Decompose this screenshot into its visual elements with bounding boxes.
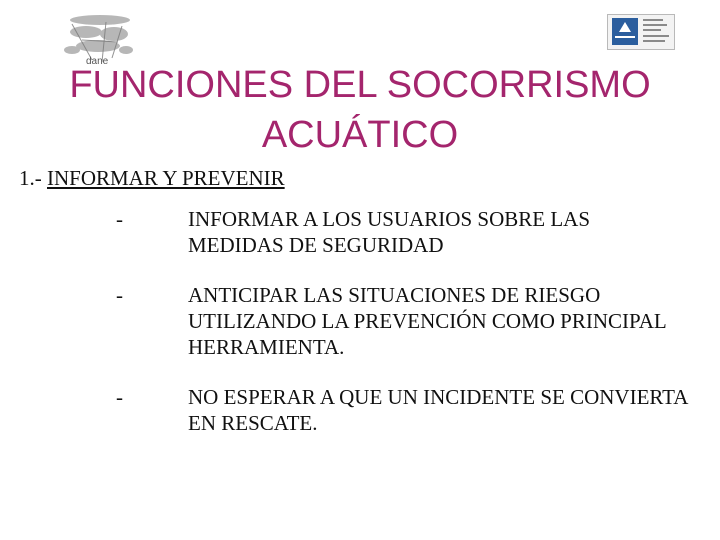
- logo-caption: dane: [86, 56, 109, 67]
- list-bullet: -: [116, 385, 123, 409]
- list-bullet: -: [116, 207, 123, 231]
- slide-title-line-1: FUNCIONES DEL SOCORRISMO: [69, 64, 651, 106]
- list-item: [0, 206, 720, 258]
- section-heading-text: INFORMAR Y PREVENIR: [47, 166, 285, 190]
- list-item: [0, 384, 720, 436]
- section-number: 1.-: [19, 166, 42, 190]
- section-heading: [19, 165, 285, 191]
- tuv-rheinland-certification-icon: [612, 18, 638, 45]
- certification-badge: [607, 14, 675, 50]
- list-item-text: ANTICIPAR LAS SITUACIONES DE RIESGO UTILIZANDO LA PREVENCIÓN COMO PRINCIPAL HERRAMIENTA.: [188, 283, 666, 359]
- list-item-text: NO ESPERAR A QUE UN INCIDENTE SE CONVIERTA EN RESCATE.: [188, 385, 688, 435]
- list-bullet: -: [116, 283, 123, 307]
- list-item: [0, 282, 720, 360]
- list-item-text: INFORMAR A LOS USUARIOS SOBRE LAS MEDIDAS DE SEGURIDAD: [188, 207, 591, 257]
- slide-title-line-2: ACUÁTICO: [261, 114, 459, 156]
- slide-title: [60, 60, 660, 160]
- bullet-list: [0, 206, 720, 436]
